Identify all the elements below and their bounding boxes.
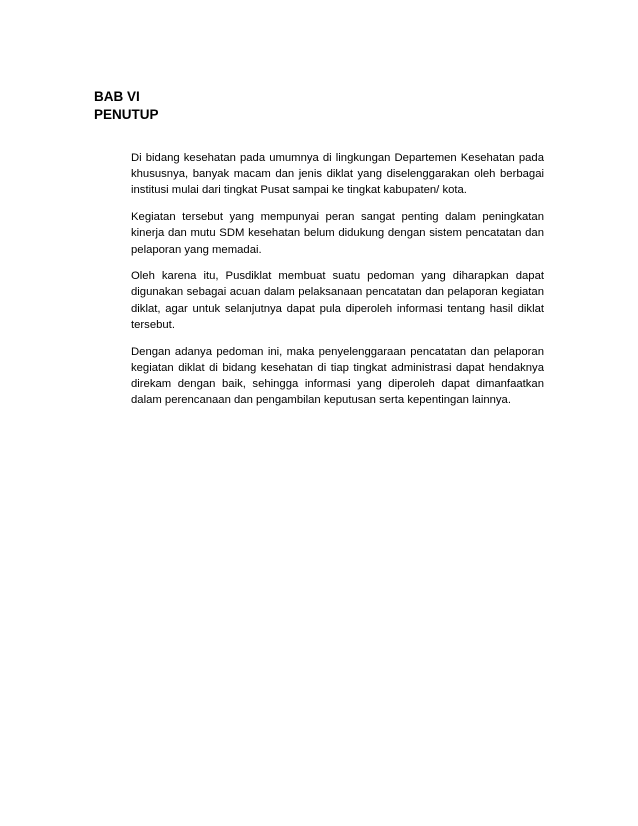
chapter-body <box>131 150 544 419</box>
chapter-title: PENUTUP <box>94 107 159 122</box>
paragraph-1: Di bidang kesehatan pada umumnya di lingkungan Departemen Kesehatan pada khususnya, banyak macam dan jenis diklat yang diselenggarakan oleh berbagai institusi mulai dari tingkat Pusat sampai ke tingkat kabupaten/ kota. <box>131 152 544 197</box>
chapter-heading <box>94 88 159 124</box>
paragraph-4: Dengan adanya pedoman ini, maka penyelenggaraan pencatatan dan pelaporan kegiatan diklat di bidang kesehatan di tiap tingkat administrasi dapat hendaknya direkam dengan baik, sehingga informasi yang diperoleh dapat dimanfaatkan dalam perencanaan dan pengambilan keputusan serta kepentingan lainnya. <box>131 345 544 407</box>
paragraph-2: Kegiatan tersebut yang mempunyai peran sangat penting dalam peningkatan kinerja dan mutu SDM kesehatan belum didukung dengan sistem pencatatan dan pelaporan yang memadai. <box>131 211 544 256</box>
chapter-number: BAB VI <box>94 89 140 104</box>
paragraph-3: Oleh karena itu, Pusdiklat membuat suatu pedoman yang diharapkan dapat digunakan sebagai acuan dalam pelaksanaan pencatatan dan pelaporan kegiatan diklat, agar untuk selanjutnya dapat pula diperoleh informasi tentang hasil diklat tersebut. <box>131 270 544 331</box>
